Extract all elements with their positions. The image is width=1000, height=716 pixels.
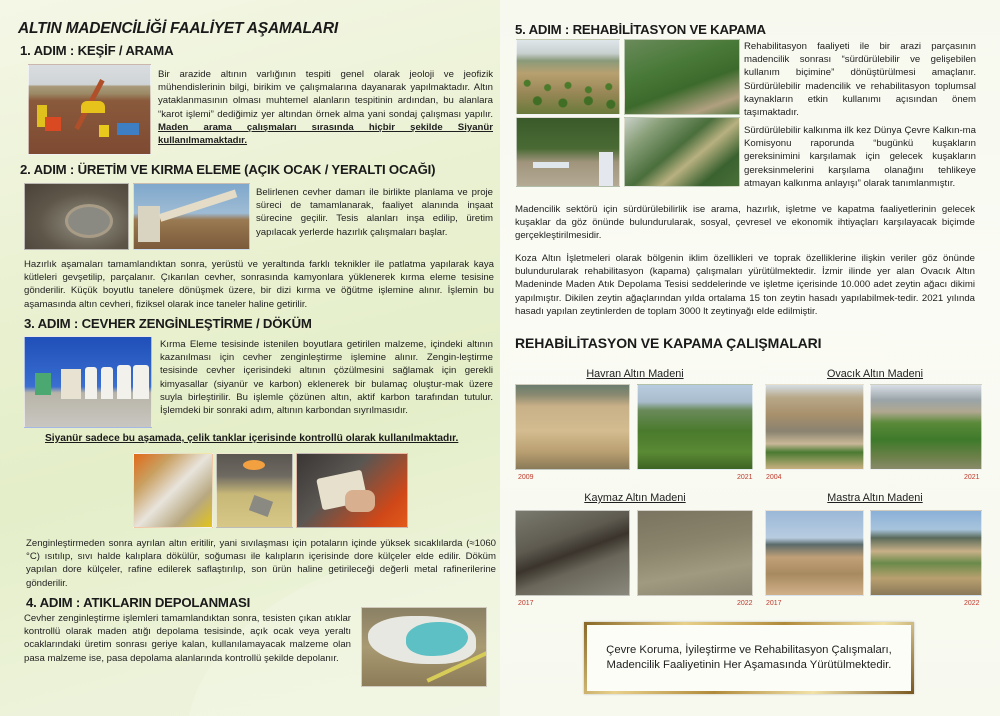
mastra-before-photo (765, 510, 864, 596)
beehives-road-photo (516, 117, 620, 187)
ovacik-after-year: 2021 (964, 474, 980, 481)
step3-cyanide-note: Siyanür sadece bu aşamada, çelik tanklar içerisinde kontrollü olarak kullanılmaktadır. (45, 433, 459, 444)
gold-framed-statement (584, 622, 914, 694)
casting-mold-photo (216, 453, 293, 528)
olive-grove-photo (516, 39, 620, 115)
statement-line-2: Madencilik Faaliyetinin Her Aşamasında Yürütülmektedir. (606, 659, 892, 671)
havran-before-year: 2009 (518, 474, 534, 481)
step2-paragraph-2: Hazırlık aşamaları tamamlandıktan sonra, yerüstü ve yeraltında farklı teknikler ile patlatma yapılarak kaya kütleleri gevşetilip, parçalanır. Çıkarılan cevher, sonrasında kamyonlara yüklenerek kırma eleme tesisine gönderilir. Küçük boyutlu tanelere dönüşmek üzere, bir dizi kırma ve öğütme işlemine alınır. İşlemin bu aşamasında altın cevheri, fiziksel olarak ince taneler haline getirilir. (24, 259, 494, 310)
open-pit-photo (24, 183, 129, 250)
mine-title-mastra: Mastra Altın Madeni (827, 492, 923, 504)
step1-text: Bir arazide altının varlığının tespiti genel olarak jeoloji ve jeofizik mühendislerinin bilgi, birikim ve çalışmalarına dayanarak yapılmaktadır. Altın yataklanmasının olması muhtemel alanların tespitinin ardından, bu alanlara “karot işlemi” dediğimiz yer altından örnek alma yani sondaj çalışması yapılır. (158, 69, 493, 120)
drilling-site-photo (28, 64, 151, 155)
step3-paragraph-1: Kırma Eleme tesisinde istenilen boyutlara getirilen malzeme, içindeki altının kazanılması için cevher zenginleştirme işlemine alınır. Zengin-leştirme tesisinde cevher içerisindeki altının çözülmesini sağlamak için gerekli kimyasallar (siyanür ve karbon) eklenerek bir bulamaç oluştur-mak üzere suyla birleştirilir. Bu işlemle çözünen altın, aktif karbon tarafından tutulur. İşlemdeki bir sonraki adım, altının karbondan sıyrılmasıdır. (160, 339, 493, 417)
ovacik-after-photo (870, 384, 982, 470)
dore-bar-photo (296, 453, 408, 528)
havran-before-photo (515, 384, 630, 470)
step3-title: 3. ADIM : CEVHER ZENGİNLEŞTİRME / DÖKÜM (24, 316, 312, 331)
step2-paragraph-1: Belirlenen cevher damarı ile birlikte planlama ve proje süreci de tamamlanarak, faaliyet alanında inşaat sürecine geçilir. Tesis alanları inşa edilip, üretim yapılacak yerlerde hazırlık çalışmaları başlar. (256, 187, 493, 238)
havran-after-photo (637, 384, 753, 470)
step5-title: 5. ADIM : REHABİLİTASYON VE KAPAMA (515, 22, 766, 37)
smelting-furnace-photo (133, 453, 213, 528)
tailings-pond-photo (361, 607, 487, 687)
aerial-forest-photo (624, 117, 740, 187)
ovacik-before-year: 2004 (766, 474, 782, 481)
step5-paragraph-3: Madencilik sektörü için sürdürülebilirlik ise arama, hazırlık, işletme ve kapatma faaliyetlerinin gelecek kuşaklar da göz önünde bulundurularak, sosyal, çevresel ve ekonomik ihtiyaçları karşılayacak biçimde gerçekleştirilmesidir. (515, 204, 975, 242)
rehab-section-title: REHABİLİTASYON VE KAPAMA ÇALIŞMALARI (515, 335, 822, 351)
step1-paragraph (158, 68, 493, 147)
step5-paragraph-1: Rehabilitasyon faaliyeti ile bir arazi parçasının madencilik sonrası “sürdürülebilir ve gelişebilen kullanım biçimine” dönüştürülmesi amaçlanır. Sürdürülebilir madencilik ve rehabilitasyon toplumsal kaynakların etkin kullanımı açısından önem taşımaktadır. (744, 41, 976, 119)
kaymaz-after-photo (637, 510, 753, 596)
step3-paragraph-2: Zenginleştirmeden sonra ayrılan altın eritilir, yani sıvılaşması için potaların içinde yüksek sıcaklılarda (≈1060 °C) ısıtılıp, sıvı halde kalıplara dökülür, soğuması ile kalıpların içerisinde dore külçeler elde edilir. Döküm yapılan dore külçeler, rafine edilerek saflaştırılıp, son ürün haline getirileceği değerli metal rafinerilerine gönderilir. (26, 538, 496, 589)
ovacik-before-photo (765, 384, 864, 470)
main-title: ALTIN MADENCİLİĞİ FAALİYET AŞAMALARI (18, 20, 339, 37)
mine-title-havran: Havran Altın Madeni (586, 368, 684, 380)
step4-title: 4. ADIM : ATIKLARIN DEPOLANMASI (26, 595, 251, 610)
kaymaz-before-year: 2017 (518, 600, 534, 607)
step4-paragraph: Cevher zenginleştirme işlemleri tamamlandıktan sonra, tesisten çıkan atıklar kontrollü olarak maden atığı depolama tesisinde, açık ocak veya yeraltı ocaklarındaki üretim sonrası geriye kalan, kullanılamayacak malzeme olan pasa malzeme ise, pasa depolama alanlarında kontrollü şekilde depolanır. (24, 613, 351, 664)
mine-title-ovacik: Ovacık Altın Madeni (826, 368, 924, 380)
step1-title: 1. ADIM : KEŞİF / ARAMA (20, 43, 174, 58)
havran-after-year: 2021 (737, 474, 753, 481)
statement-text (606, 643, 892, 673)
step5-paragraph-2: Sürdürülebilir kalkınma ilk kez Dünya Çevre Kalkın-ma Komisyonu raporunda “bugünkü kuşakların gereksinimini karşılamak için gelecek kuşakların gereksinmelerini karşılama olanağını tehlikeye atmayan kalkınma anlayışı” olarak tanımlanmıştır. (744, 125, 976, 189)
statement-line-1: Çevre Koruma, İyileştirme ve Rehabilitasyon Çalışmaları, (606, 644, 892, 656)
step5-paragraph-4: Koza Altın İşletmeleri olarak bölgenin iklim özellikleri ve toprak özelliklerine ilişkin veriler göz önünde bulundurularak rehabilitasyon (kapama) çalışmaları yürütülmektedir. İzmir ilinde yer alan Ovacık Altın Madeninde Maden Atık Depolama Tesisi seddelerinde ve işletme içerisinde 10.000 adet zeytin ağacı dikimi yapılmıştır. Dikilen zeytin ağaçlarından yılda ortalama 15 ton zeytin hasadı yapılabilmek-tedir. 2021 yılında hasadı yapılan zeytinlerden de toplam 3000 lt zeytinyağı elde edilmiştir. (515, 253, 975, 317)
mastra-after-photo (870, 510, 982, 596)
step1-cyanide-notice: Maden arama çalışmaları sırasında hiçbir şekilde Siyanür kullanılmamaktadır. (158, 121, 493, 147)
kaymaz-after-year: 2022 (737, 600, 753, 607)
mastra-before-year: 2017 (766, 600, 782, 607)
processing-tanks-photo (24, 336, 152, 428)
step2-title: 2. ADIM : ÜRETİM VE KIRMA ELEME (AÇIK OCAK / YERALTI OCAĞI) (20, 162, 436, 177)
crushing-plant-photo (133, 183, 250, 250)
mastra-after-year: 2022 (964, 600, 980, 607)
forested-slope-photo (624, 39, 740, 115)
kaymaz-before-photo (515, 510, 630, 596)
mine-title-kaymaz: Kaymaz Altın Madeni (584, 492, 686, 504)
